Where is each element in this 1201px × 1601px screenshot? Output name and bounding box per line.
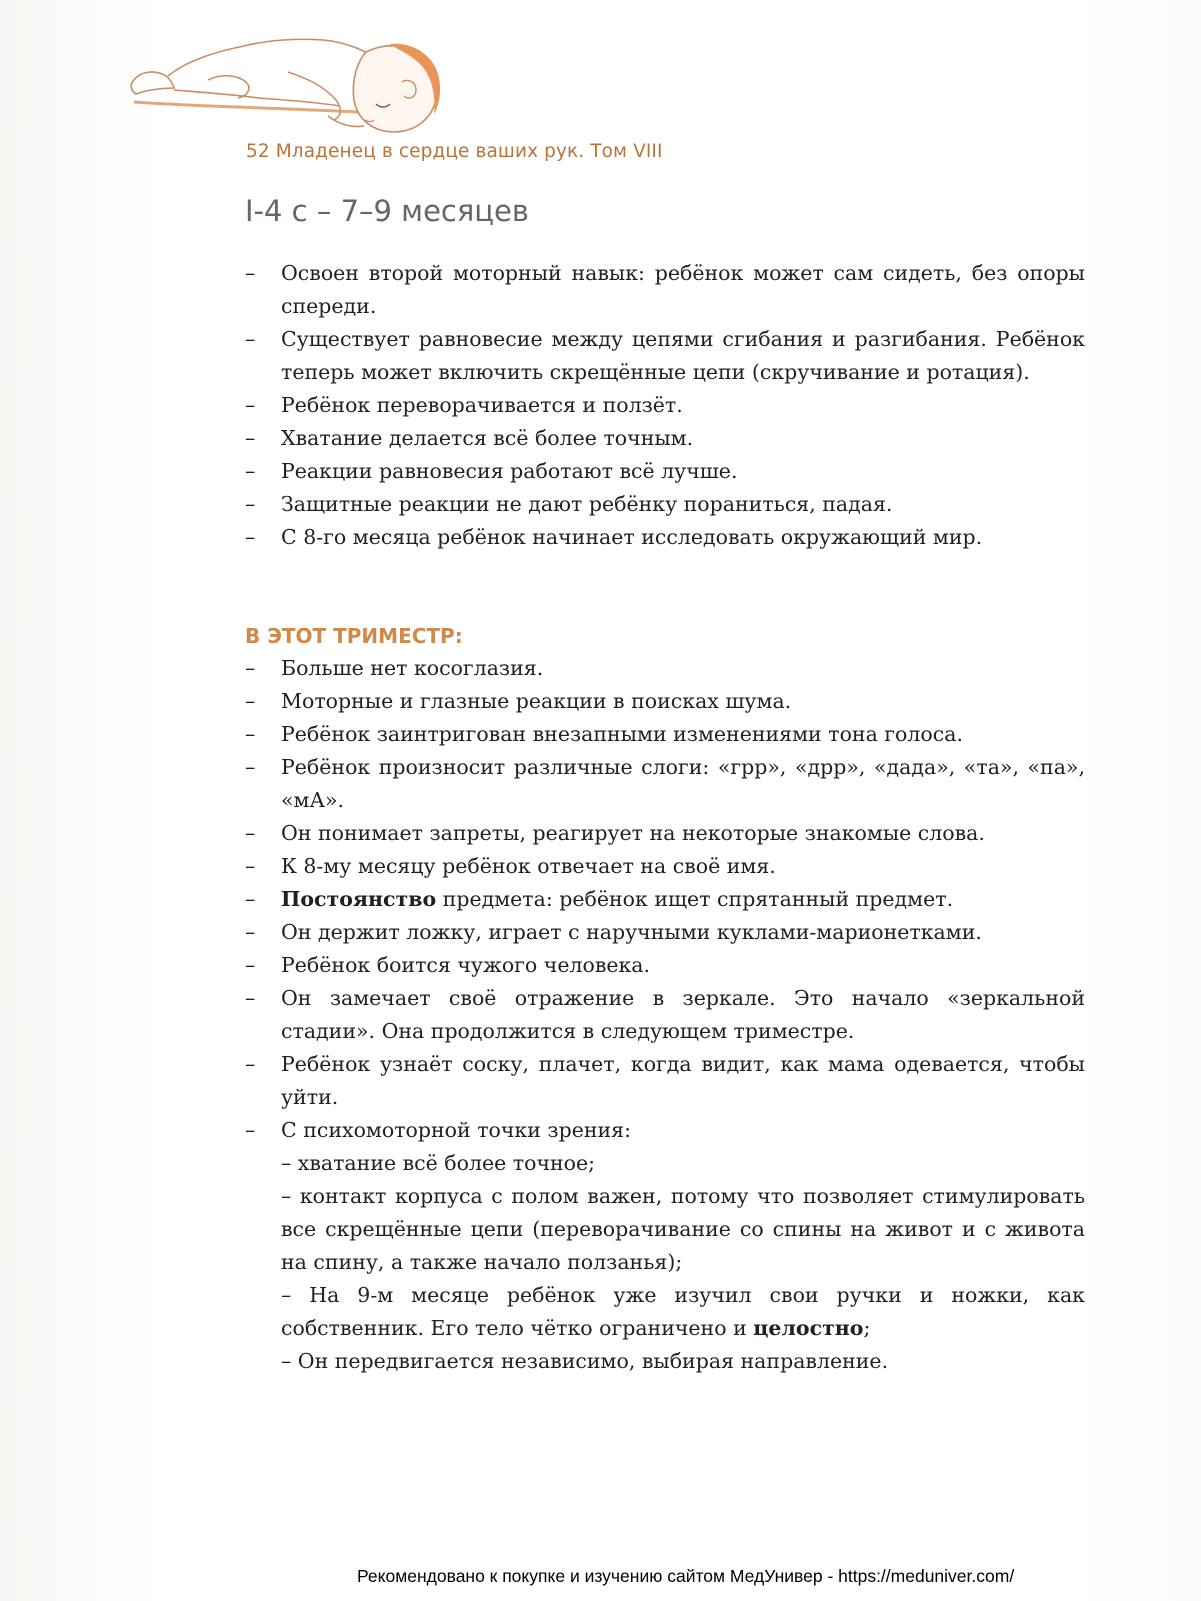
sub-item-text: – На 9-м месяце ребёнок уже изучил свои ручки и ножки, как собственник. Его тело чётко ограничено и <box>281 1283 1085 1340</box>
sub-item: – Он передвигается независимо, выбирая направление. <box>281 1349 889 1373</box>
list-item <box>245 389 1085 422</box>
list-item <box>245 323 1085 389</box>
list-item <box>245 521 1085 554</box>
dash-bullet: – <box>245 492 256 516</box>
list-item-text: Существует равновесие между цепями сгибания и разгибания. Ребёнок теперь может включить скрещённые цепи (скручивание и ротация). <box>281 327 1085 384</box>
dash-bullet: – <box>245 525 256 549</box>
dash-bullet: – <box>245 261 256 285</box>
trimester-heading: В ЭТОТ ТРИМЕСТР: <box>245 624 463 648</box>
list-item <box>245 257 1085 323</box>
dash-bullet: – <box>245 459 256 483</box>
list-item-text: Ребёнок узнаёт соску, плачет, когда видит, как мама одевается, чтобы уйти. <box>281 1052 1085 1109</box>
sub-item: – контакт корпуса с полом важен, потому что позволяет стимулировать все скрещённые цепи (переворачивание со спины на живот и с живота на спину, а также начало ползанья); <box>281 1184 1085 1274</box>
dash-bullet: – <box>245 426 256 450</box>
list-item-text: К 8-му месяцу ребёнок отвечает на своё имя. <box>281 854 776 878</box>
list-item-text: Ребёнок переворачивается и ползёт. <box>281 393 683 417</box>
dash-bullet: – <box>245 1118 256 1142</box>
bold-term: целостно <box>753 1316 864 1340</box>
dash-bullet: – <box>245 821 256 845</box>
sub-item-text: ; <box>863 1316 871 1340</box>
dash-bullet: – <box>245 986 256 1010</box>
list-item-text: Защитные реакции не дают ребёнку пораниться, падая. <box>281 492 893 516</box>
list-item-text: Ребёнок боится чужого человека. <box>281 953 651 977</box>
list-item-psychomotor <box>245 1114 1085 1378</box>
dash-bullet: – <box>245 327 256 351</box>
list-item-text: Ребёнок произносит различные слоги: «грр», «дрр», «дада», «та», «па», «мА». <box>281 755 1085 812</box>
list-item <box>245 817 1085 850</box>
list-item-text: Он понимает запреты, реагирует на некоторые знакомые слова. <box>281 821 985 845</box>
sleeping-baby-illustration <box>128 28 448 140</box>
section-title: I-4 с – 7–9 месяцев <box>245 194 529 228</box>
list-item <box>245 751 1085 817</box>
list-item-text: Больше нет косоглазия. <box>281 656 544 680</box>
list-item <box>245 685 1085 718</box>
dash-bullet: – <box>245 1052 256 1076</box>
list-item-text: Ребёнок заинтригован внезапными изменениями тона голоса. <box>281 722 963 746</box>
sub-item: – хватание всё более точное; <box>281 1151 596 1175</box>
dash-bullet: – <box>245 755 256 779</box>
list-item-text: Реакции равновесия работают всё лучше. <box>281 459 738 483</box>
dash-bullet: – <box>245 656 256 680</box>
bold-term: Постоянство <box>281 887 437 911</box>
list-item-text: Он держит ложку, играет с наручными куклами-марионетками. <box>281 920 982 944</box>
list-item <box>245 422 1085 455</box>
list-item-text: Освоен второй моторный навык: ребёнок может сам сидеть, без опоры спереди. <box>281 261 1085 318</box>
list-item-text: предмета: ребёнок ищет спрятанный предмет. <box>436 887 954 911</box>
list-item <box>245 488 1085 521</box>
list-item <box>245 850 1085 883</box>
list-item <box>245 455 1085 488</box>
dash-bullet: – <box>245 920 256 944</box>
trimester-list <box>245 652 1085 1378</box>
psychomotor-lead: С психомоторной точки зрения: <box>281 1118 632 1142</box>
dash-bullet: – <box>245 689 256 713</box>
list-item-text: С 8-го месяца ребёнок начинает исследовать окружающий мир. <box>281 525 983 549</box>
list-item-text: Хватание делается всё более точным. <box>281 426 694 450</box>
list-item <box>245 652 1085 685</box>
dash-bullet: – <box>245 953 256 977</box>
footer-recommendation: Рекомендовано к покупке и изучению сайтом МедУнивер - https://meduniver.com/ <box>357 1566 1015 1586</box>
list-item <box>245 982 1085 1048</box>
list-item <box>245 883 1085 916</box>
dash-bullet: – <box>245 722 256 746</box>
list-item-text: Моторные и глазные реакции в поисках шума. <box>281 689 792 713</box>
milestones-list <box>245 257 1085 554</box>
dash-bullet: – <box>245 854 256 878</box>
list-item <box>245 1048 1085 1114</box>
running-head: 52 Младенец в сердце ваших рук. Том VIII <box>246 141 663 162</box>
dash-bullet: – <box>245 393 256 417</box>
list-item <box>245 949 1085 982</box>
list-item <box>245 916 1085 949</box>
dash-bullet: – <box>245 887 256 911</box>
list-item <box>245 718 1085 751</box>
list-item-text: Он замечает своё отражение в зеркале. Это начало «зеркальной стадии». Она продолжится в следующем триместре. <box>281 986 1085 1043</box>
sub-item <box>281 1279 1085 1345</box>
